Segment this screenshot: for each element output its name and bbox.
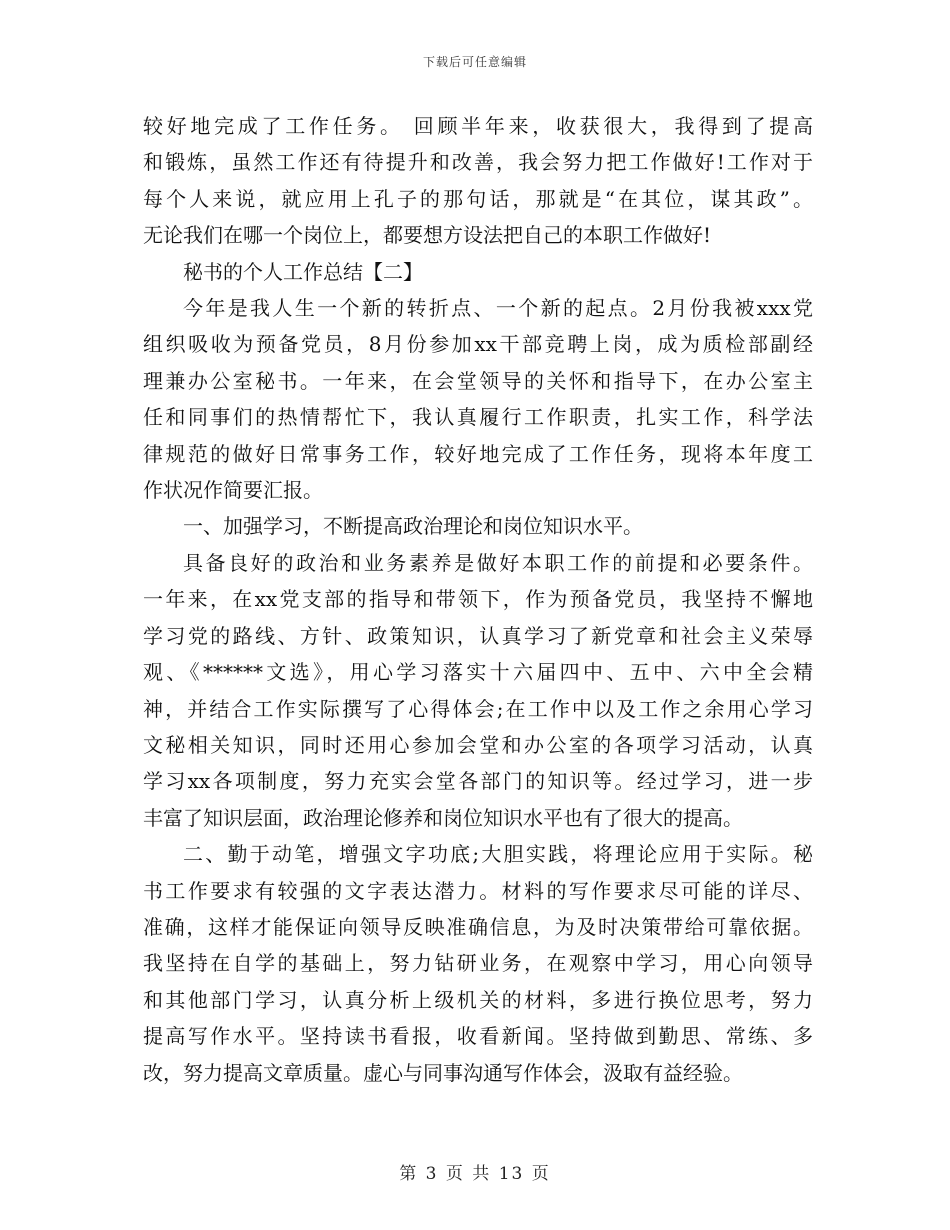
text-line: 任和同事们的热情帮忙下，我认真履行工作职责，扎实工作，科学法: [143, 405, 813, 430]
text-line: 改，努力提高文章质量。虚心与同事沟通写作体会，汲取有益经验。: [143, 1060, 743, 1085]
text-line: 和其他部门学习，认真分析上级机关的材料，多进行换位思考，努力: [143, 987, 813, 1012]
text-line: 组织吸收为预备党员，8月份参加xx干部竞聘上岗，成为质检部副经: [143, 332, 813, 357]
text-line: 具备良好的政治和业务素养是做好本职工作的前提和必要条件。: [183, 550, 813, 575]
text-line: 书工作要求有较强的文字表达潜力。材料的写作要求尽可能的详尽、: [143, 878, 813, 903]
document-body: [143, 108, 813, 1091]
text-line: 准确，这样才能保证向领导反映准确信息，为及时决策带给可靠依据。: [143, 914, 813, 939]
paragraph-study: [143, 545, 813, 836]
paragraph-closing: [143, 108, 813, 254]
text-line: 学习xx各项制度，努力充实会堂各部门的知识等。经过学习，进一步: [143, 769, 813, 794]
point-heading-1: [143, 508, 813, 544]
page-header: 下载后可任意编辑: [422, 55, 527, 69]
text-line: 文秘相关知识，同时还用心参加会堂和办公室的各项学习活动，认真: [143, 732, 813, 757]
text-line: 一、加强学习，不断提高政治理论和岗位知识水平。: [183, 514, 643, 539]
text-line: 一年来，在xx党支部的指导和带领下，作为预备党员，我坚持不懈地: [143, 587, 813, 612]
text-line: 律规范的做好日常事务工作，较好地完成了工作任务，现将本年度工: [143, 441, 813, 466]
text-line: 理兼办公室秘书。一年来，在会堂领导的关怀和指导下，在办公室主: [143, 368, 813, 393]
text-line: 丰富了知识层面，政治理论修养和岗位知识水平也有了很大的提高。: [143, 805, 743, 830]
text-line: 较好地完成了工作任务。 回顾半年来，收获很大，我得到了提高: [143, 114, 813, 138]
text-line: 作状况作简要汇报。: [143, 478, 323, 503]
text-line: 神，并结合工作实际撰写了心得体会;在工作中以及工作之余用心学习: [143, 696, 813, 721]
section-title: 秘书的个人工作总结【二】: [183, 259, 423, 284]
text-line: 学习党的路线、方针、政策知识，认真学习了新党章和社会主义荣辱: [143, 623, 813, 648]
text-line: 今年是我人生一个新的转折点、一个新的起点。2月份我被xxx党: [183, 296, 813, 321]
section-heading: [143, 254, 813, 290]
text-line: 二、勤于动笔，增强文字功底;大胆实践，将理论应用于实际。秘: [183, 842, 813, 867]
text-line: 提高写作水平。坚持读书看报，收看新闻。坚持做到勤思、常练、多: [143, 1024, 813, 1049]
text-line: 观、《******文选》，用心学习落实十六届四中、五中、六中全会精: [143, 660, 813, 685]
text-line: 我坚持在自学的基础上，努力钻研业务，在观察中学习，用心向领导: [143, 951, 813, 976]
paragraph-writing: [143, 836, 813, 1091]
text-line: 每个人来说，就应用上孔子的那句话，那就是“在其位，谋其政”。: [143, 186, 813, 211]
paragraph-intro: [143, 290, 813, 508]
text-line: 无论我们在哪一个岗位上，都要想方设法把自己的本职工作做好!: [143, 223, 712, 248]
text-line: 和锻炼，虽然工作还有待提升和改善，我会努力把工作做好!工作对于: [143, 150, 813, 175]
page-footer: 第 3 页 共 13 页: [399, 1164, 551, 1184]
